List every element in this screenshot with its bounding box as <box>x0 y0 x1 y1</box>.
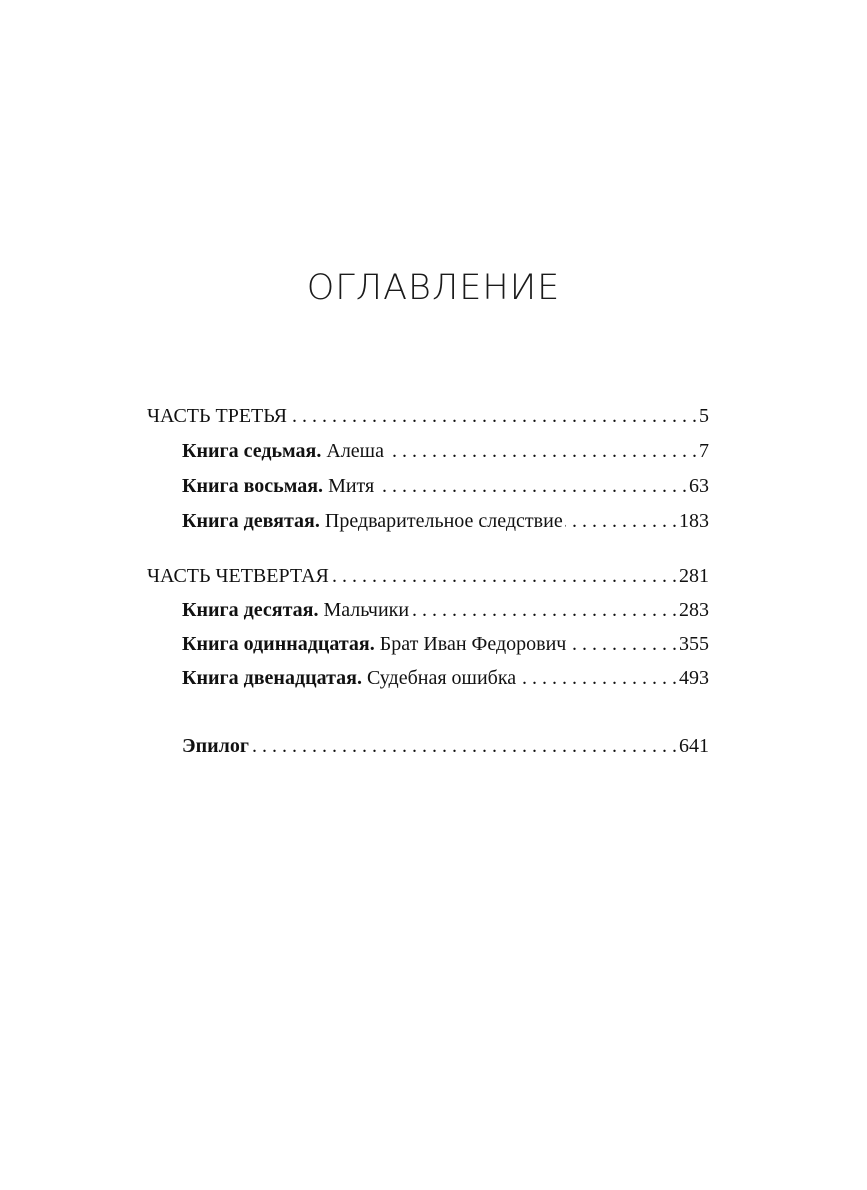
toc-page-number: 7 <box>699 440 709 462</box>
toc-entry-label <box>182 732 249 760</box>
toc-entry-book-seven <box>182 437 709 465</box>
toc-book-title: Мальчики <box>323 599 410 621</box>
dot-leader <box>518 664 677 692</box>
toc-entry-book-ten <box>182 596 709 624</box>
toc-entry-book-eleven <box>182 630 709 658</box>
toc-book-number: Книга девятая. <box>182 510 320 532</box>
toc-epilogue-label: Эпилог <box>182 735 249 757</box>
toc-book-title: Судебная ошибка <box>366 667 517 689</box>
toc-page-number: 493 <box>679 667 709 689</box>
toc-page-number: 283 <box>679 599 709 621</box>
toc-book-title: Митя <box>328 475 375 497</box>
toc-book-number: Книга десятая. <box>182 599 319 621</box>
toc-book-title: Брат Иван Федорович <box>379 633 567 655</box>
toc-page-number: 5 <box>699 405 709 427</box>
toc-entry-book-eight <box>182 472 709 500</box>
dot-leader <box>568 630 677 658</box>
toc-entry-label: ЧАСТЬ ЧЕТВЕРТАЯ <box>147 565 329 587</box>
dot-leader <box>565 507 677 535</box>
dot-leader <box>411 596 677 624</box>
toc-entry-label <box>182 630 566 658</box>
page-title: ОГЛАВЛЕНИЕ <box>306 268 561 308</box>
dot-leader <box>376 472 687 500</box>
toc-book-number: Книга седьмая. <box>182 440 322 462</box>
dot-leader <box>251 732 677 760</box>
toc-entry-label <box>182 507 563 535</box>
dot-leader <box>289 402 697 430</box>
toc-entry-book-nine <box>182 507 709 535</box>
toc-page-number: 355 <box>679 633 709 655</box>
toc-entry-epilogue <box>182 732 709 760</box>
toc-entry-part-four <box>147 562 709 590</box>
dot-leader <box>386 437 697 465</box>
toc-book-number: Книга восьмая. <box>182 475 324 497</box>
toc-page-number: 641 <box>679 735 709 757</box>
toc-entry-part-three <box>147 402 709 430</box>
toc-page-number: 183 <box>679 510 709 532</box>
toc-book-title: Алеша <box>326 440 384 462</box>
toc-book-number: Книга двенадцатая. <box>182 667 362 689</box>
toc-entry-label <box>182 472 374 500</box>
dot-leader <box>331 562 677 590</box>
toc-book-number: Книга одиннадцатая. <box>182 633 375 655</box>
toc-entry-book-twelve <box>182 664 709 692</box>
toc-page-number: 63 <box>689 475 709 497</box>
toc-page-number: 281 <box>679 565 709 587</box>
toc-entry-label <box>182 664 516 692</box>
toc-entry-label <box>182 437 384 465</box>
toc-book-title: Предварительное следствие <box>324 510 563 532</box>
toc-entry-label: ЧАСТЬ ТРЕТЬЯ <box>147 405 288 427</box>
toc-entry-label <box>182 596 409 624</box>
